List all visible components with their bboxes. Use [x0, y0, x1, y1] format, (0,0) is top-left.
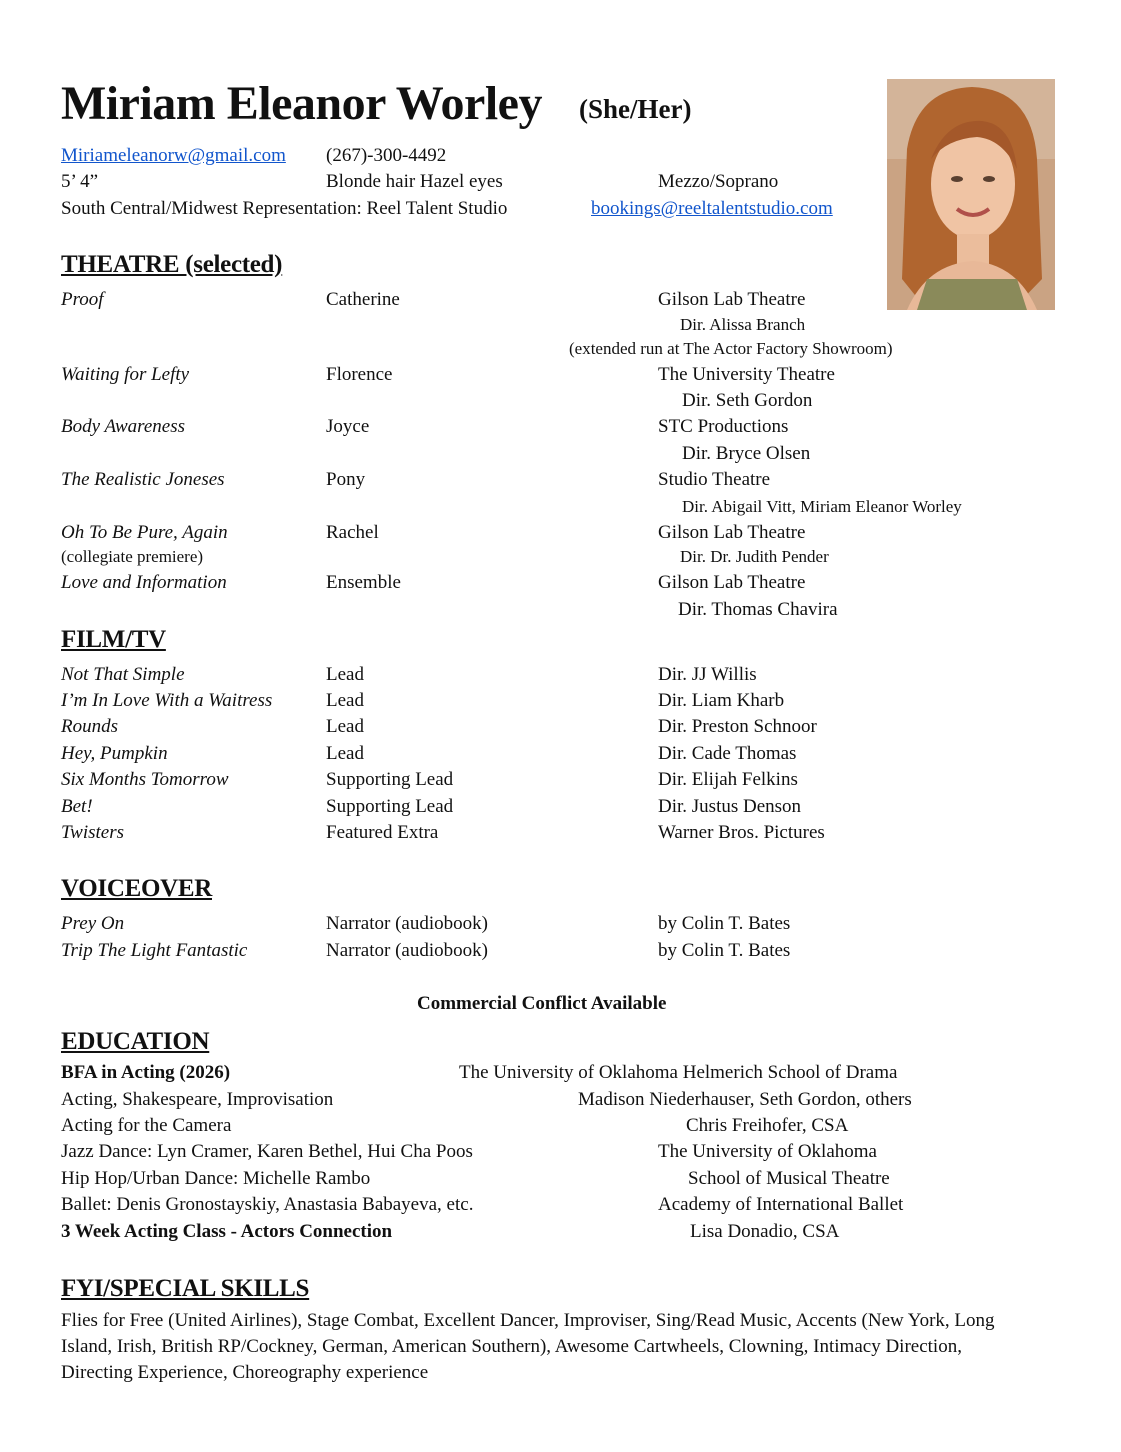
- theatre-director: Dir. Seth Gordon: [682, 390, 813, 411]
- film-role: Lead: [326, 743, 364, 764]
- voiceover-role: Narrator (audiobook): [326, 940, 488, 961]
- education-institution: The University of Oklahoma: [658, 1141, 877, 1162]
- voiceover-credit: by Colin T. Bates: [658, 940, 791, 961]
- headshot-illustration: [887, 79, 1055, 310]
- education-program: Ballet: Denis Gronostayskiy, Anastasia Babayeva, etc.: [61, 1194, 474, 1215]
- theatre-title: Proof: [61, 289, 104, 310]
- voiceover-credit: by Colin T. Bates: [658, 913, 791, 934]
- film-title: Not That Simple: [61, 664, 185, 685]
- phone-number: (267)-300-4492: [326, 145, 447, 166]
- film-credit: Dir. Cade Thomas: [658, 743, 797, 764]
- education-institution: Madison Niederhauser, Seth Gordon, others: [578, 1089, 912, 1110]
- height: 5’ 4”: [61, 171, 99, 192]
- film-role: Supporting Lead: [326, 796, 454, 817]
- film-title: I’m In Love With a Waitress: [61, 690, 273, 711]
- film-title: Six Months Tomorrow: [61, 769, 229, 790]
- education-program: BFA in Acting (2026): [61, 1062, 231, 1083]
- film-credit: Dir. Justus Denson: [658, 796, 802, 817]
- theatre-heading: THEATRE (selected): [61, 251, 283, 278]
- film-role: Lead: [326, 664, 364, 685]
- education-program: Jazz Dance: Lyn Cramer, Karen Bethel, Hui Cha Poos: [61, 1141, 473, 1162]
- theatre-role: Ensemble: [326, 572, 401, 593]
- theatre-director: Dir. Abigail Vitt, Miriam Eleanor Worley: [682, 497, 962, 516]
- film-credit: Dir. Elijah Felkins: [658, 769, 798, 790]
- theatre-venue: Gilson Lab Theatre: [658, 289, 806, 310]
- voiceover-heading: VOICEOVER: [61, 875, 212, 902]
- pronouns: (She/Her): [579, 94, 692, 124]
- actor-name: Miriam Eleanor Worley: [61, 77, 542, 130]
- theatre-subtitle: (collegiate premiere): [61, 547, 204, 566]
- theatre-note: (extended run at The Actor Factory Showroom): [569, 339, 893, 358]
- education-institution: Chris Freihofer, CSA: [686, 1115, 849, 1136]
- education-heading: EDUCATION: [61, 1028, 210, 1055]
- voiceover-title: Trip The Light Fantastic: [61, 940, 248, 961]
- theatre-title: Love and Information: [61, 572, 227, 593]
- film-credit: Dir. Preston Schnoor: [658, 716, 817, 737]
- film-role: Lead: [326, 690, 364, 711]
- film-credit: Dir. JJ Willis: [658, 664, 757, 685]
- film-credit: Warner Bros. Pictures: [658, 822, 825, 843]
- film-tv-heading: FILM/TV: [61, 626, 166, 653]
- theatre-title: The Realistic Joneses: [61, 469, 225, 490]
- theatre-director: Dir. Dr. Judith Pender: [680, 547, 829, 566]
- education-institution: School of Musical Theatre: [688, 1168, 890, 1189]
- email-link[interactable]: Miriameleanorw@gmail.com: [61, 145, 286, 166]
- theatre-title: Waiting for Lefty: [61, 364, 190, 385]
- film-title: Rounds: [61, 716, 118, 737]
- representation-email-link[interactable]: bookings@reeltalentstudio.com: [591, 198, 833, 219]
- theatre-director: Dir. Alissa Branch: [680, 315, 806, 334]
- theatre-role: Pony: [326, 469, 366, 490]
- voiceover-title: Prey On: [61, 913, 125, 934]
- theatre-venue: Studio Theatre: [658, 469, 771, 490]
- theatre-venue: The University Theatre: [658, 364, 835, 385]
- education-program: Acting for the Camera: [61, 1115, 232, 1136]
- film-role: Lead: [326, 716, 364, 737]
- film-role: Supporting Lead: [326, 769, 454, 790]
- theatre-title: Oh To Be Pure, Again: [61, 522, 228, 543]
- voiceover-role: Narrator (audiobook): [326, 913, 488, 934]
- skills-heading: FYI/SPECIAL SKILLS: [61, 1275, 310, 1302]
- skills-text: Flies for Free (United Airlines), Stage Combat, Excellent Dancer, Improviser, Sing/Read Music, Accents (New York, Long Island, Irish, British RP/Cockney, German, American Southern), Awesome Cartwheels, Clowning, Intimacy Direction, Directing Experience, Choreography experience: [61, 1310, 995, 1383]
- theatre-director: Dir. Thomas Chavira: [678, 599, 838, 620]
- theatre-venue: Gilson Lab Theatre: [658, 572, 806, 593]
- film-role: Featured Extra: [326, 822, 439, 843]
- theatre-title: Body Awareness: [61, 416, 186, 437]
- education-program: Acting, Shakespeare, Improvisation: [61, 1089, 334, 1110]
- region-representation: South Central/Midwest Representation: Reel Talent Studio: [61, 198, 508, 219]
- theatre-director: Dir. Bryce Olsen: [682, 443, 811, 464]
- hair-eyes: Blonde hair Hazel eyes: [326, 171, 503, 192]
- commercial-conflict-note: Commercial Conflict Available: [417, 993, 667, 1014]
- theatre-venue: STC Productions: [658, 416, 789, 437]
- voice-type: Mezzo/Soprano: [658, 171, 779, 192]
- theatre-role: Catherine: [326, 289, 400, 310]
- education-institution: Lisa Donadio, CSA: [690, 1221, 840, 1242]
- theatre-venue: Gilson Lab Theatre: [658, 522, 806, 543]
- education-institution: The University of Oklahoma Helmerich School of Drama: [459, 1062, 898, 1083]
- film-title: Hey, Pumpkin: [61, 743, 168, 764]
- theatre-role: Florence: [326, 364, 393, 385]
- film-credit: Dir. Liam Kharb: [658, 690, 785, 711]
- education-program: 3 Week Acting Class - Actors Connection: [61, 1221, 393, 1242]
- education-program: Hip Hop/Urban Dance: Michelle Rambo: [61, 1168, 371, 1189]
- film-title: Bet!: [61, 796, 93, 817]
- headshot-photo: [887, 79, 1055, 310]
- film-title: Twisters: [61, 822, 125, 843]
- theatre-role: Rachel: [326, 522, 379, 543]
- education-institution: Academy of International Ballet: [658, 1194, 904, 1215]
- theatre-role: Joyce: [326, 416, 370, 437]
